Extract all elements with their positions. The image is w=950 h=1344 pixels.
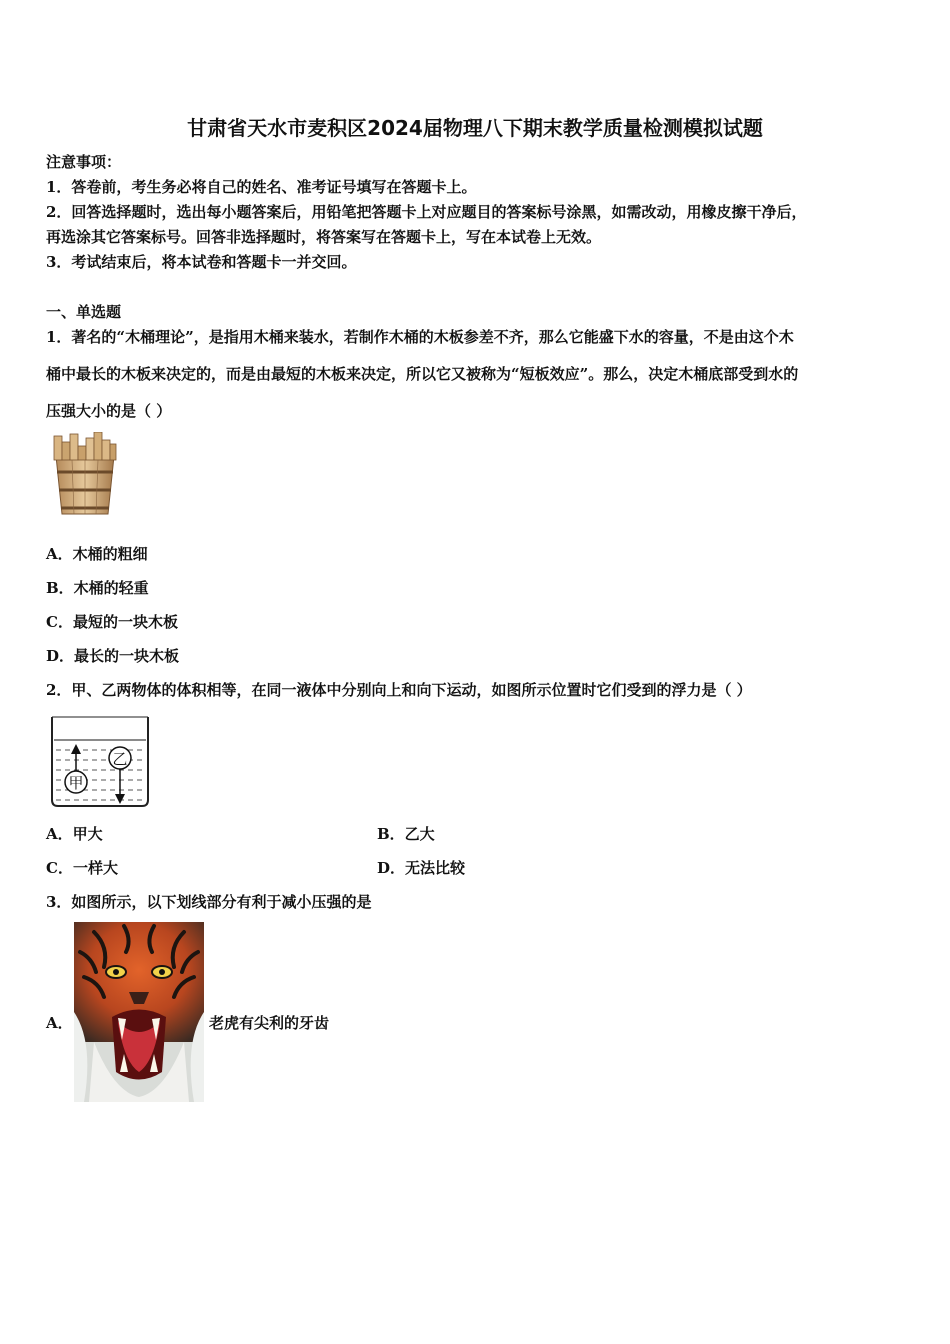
question-1-option-b: B．木桶的轻重 [46, 579, 149, 597]
question-2-option-d: D．无法比较 [377, 859, 466, 877]
question-2-line: 2．甲、乙两物体的体积相等，在同一液体中分别向上和向下运动，如图所示位置时它们受到的浮力是（ ） [46, 681, 752, 699]
question-1-line: 压强大小的是（ ） [46, 402, 172, 420]
figure-label-yi: 乙 [112, 750, 128, 768]
notice-item: 再选涂其它答案标号。回答非选择题时，将答案写在答题卡上，写在本试卷上无效。 [46, 228, 602, 246]
question-1-option-a: A．木桶的粗细 [46, 545, 148, 563]
question-3-option-a-label: A． [46, 1014, 73, 1032]
question-2-option-c: C．一样大 [46, 859, 118, 877]
question-1-option-c: C．最短的一块木板 [46, 613, 178, 631]
tiger-photo [74, 922, 204, 1102]
notice-item: 3．考试结束后，将本试卷和答题卡一并交回。 [46, 253, 357, 271]
notice-item: 1．答卷前，考生务必将自己的姓名、准考证号填写在答题卡上。 [46, 178, 477, 196]
question-2-option-a: A．甲大 [46, 825, 103, 843]
question-3-option-a-text-value: 老虎有尖利的牙齿 [209, 1014, 330, 1032]
liquid-container-figure [50, 714, 150, 808]
question-1-option-d: D．最长的一块木板 [46, 647, 180, 665]
question-1-line: 1．著名的“木桶理论”，是指用木桶来装水，若制作木桶的木板参差不齐，那么它能盛下水的容量，不是由这个木 [46, 328, 794, 346]
question-3-option-a-text [209, 1013, 329, 1033]
question-2-option-b: B．乙大 [377, 825, 435, 843]
question-1-line: 桶中最长的木板来决定的，而是由最短的木板来决定，所以它又被称为“短板效应”。那么，决定木桶底部受到水的 [46, 365, 799, 383]
question-3-line: 3．如图所示，以下划线部分有利于减小压强的是 [46, 893, 372, 911]
wooden-bucket-figure [50, 432, 120, 518]
section-heading: 一、单选题 [46, 303, 122, 321]
page-title: 甘肃省天水市麦积区2024届物理八下期末教学质量检测模拟试题 [187, 116, 763, 140]
notice-heading: 注意事项： [46, 153, 122, 171]
figure-label-jia: 甲 [68, 774, 84, 792]
notice-item: 2．回答选择题时，选出每小题答案后，用铅笔把答题卡上对应题目的答案标号涂黑，如需改动，用橡皮擦干净后， [46, 203, 807, 221]
